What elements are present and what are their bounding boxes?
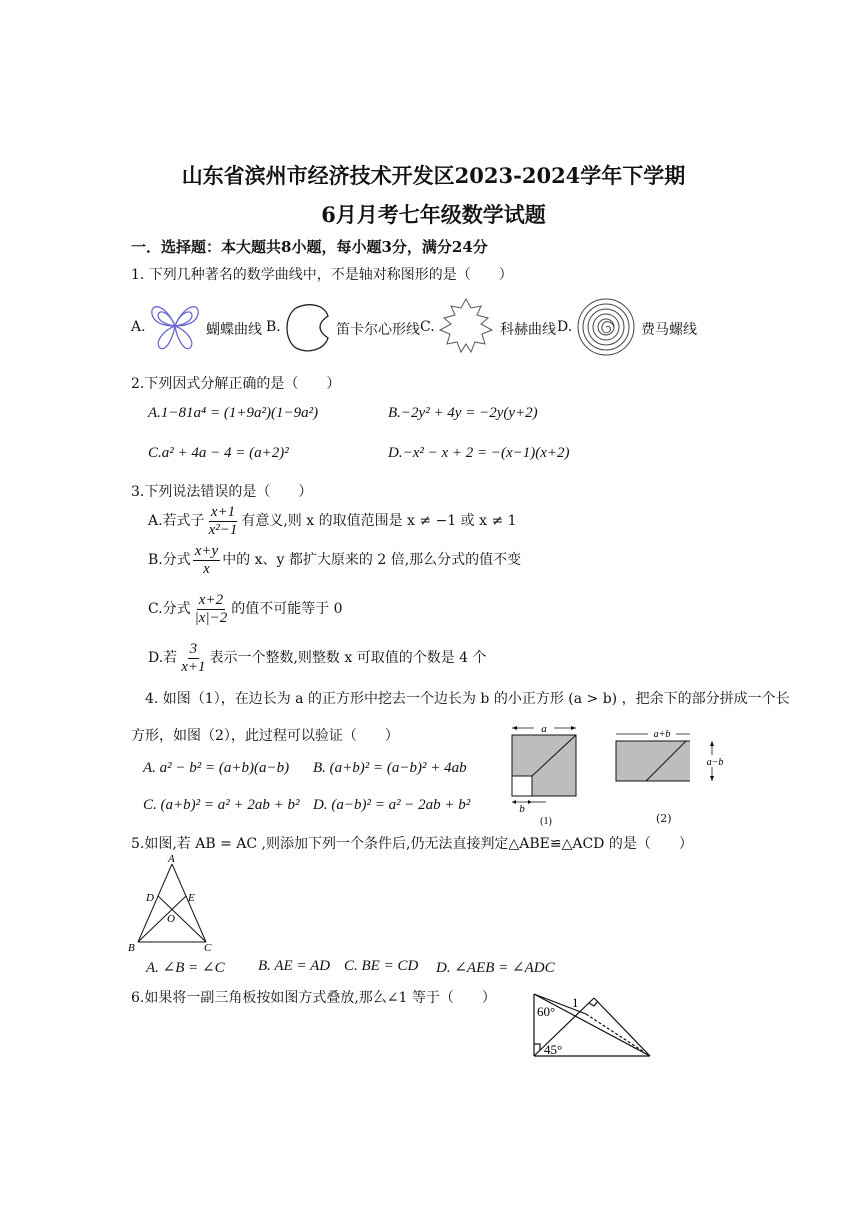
q4-opt-b: B. (a+b)² = (a−b)² + 4ab [313, 760, 467, 776]
exam-title-line1: 山东省滨州市经济技术开发区2023-2024学年下学期 [181, 163, 686, 188]
label-B: B [128, 942, 135, 954]
q3-b-pre: B.分式 [148, 552, 191, 568]
q4-stem-line2: 方形，如图（2），此过程可以验证（ ） [131, 728, 399, 744]
fig1-label-a: a [541, 723, 547, 735]
q3-opt-a [148, 504, 517, 538]
q5-opt-b: B. AE = AD [258, 958, 331, 974]
q3-d-post: 表示一个整数,则整数 x 可取值的个数是 4 个 [209, 650, 487, 666]
fig2-caption: (2) [656, 812, 672, 825]
q3-b-fraction [193, 543, 220, 577]
q2-opt-d: D.−x² − x + 2 = −(x−1)(x+2) [388, 445, 570, 461]
q5-opt-c: C. BE = CD [344, 958, 419, 974]
q4-fig2-side-dimension [700, 735, 730, 785]
q6-stem: 6.如果将一副三角板按如图方式叠放,那么∠1 等于（ ） [131, 990, 496, 1006]
q3-d-pre: D.若 [148, 650, 178, 666]
q1-opt-b-text: 笛卡尔心形线 [336, 322, 420, 338]
q3-opt-c [148, 592, 343, 626]
q3-opt-b [148, 543, 521, 577]
q3-c-num: x+2 [198, 592, 224, 608]
q3-a-pre: A.若式子 [148, 513, 205, 529]
fig1-label-b: b [519, 803, 525, 815]
q3-b-post: 中的 x、y 都扩大原来的 2 倍,那么分式的值不变 [222, 552, 522, 568]
q1-opt-c-letter: C. [420, 319, 435, 335]
fig1-caption: (1) [540, 816, 552, 827]
q1-opt-a-text: 蝴蝶曲线 [206, 322, 262, 338]
q1-opt-a-letter: A. [131, 319, 146, 335]
q3-a-num: x+1 [210, 504, 236, 520]
label-angle-1: 1 [572, 995, 579, 1010]
label-45-degrees: 45° [544, 1042, 563, 1057]
label-60-degrees: 60° [537, 1004, 556, 1019]
label-C: C [204, 942, 212, 954]
q3-d-den: x+1 [181, 658, 206, 675]
exam-title-line2: 6月月考七年级数学试题 [321, 202, 546, 227]
butterfly-curve-figure [146, 300, 204, 352]
q1-opt-c-text: 科赫曲线 [500, 322, 556, 338]
label-D: D [146, 892, 154, 904]
q3-c-den: |x|−2 [194, 609, 228, 626]
section1-heading: 一．选择题：本大题共8小题，每小题3分，满分24分 [131, 238, 488, 256]
q2-opt-b: B.−2y² + 4y = −2y(y+2) [388, 405, 538, 421]
q5-opt-a: A. ∠B = ∠C [146, 960, 225, 976]
q1-opt-d-text: 费马螺线 [641, 322, 697, 338]
q4-figure-2 [616, 728, 690, 781]
label-O: O [167, 913, 175, 925]
q4-figure-1 [512, 722, 576, 827]
q1-opt-d-letter: D. [557, 319, 573, 335]
q4-opt-c: C. (a+b)² = a² + 2ab + b² [143, 797, 300, 813]
q2-stem: 2.下列因式分解正确的是（ ） [131, 376, 341, 392]
q6-set-squares-figure [528, 990, 658, 1060]
q3-b-num: x+y [194, 543, 219, 559]
q3-a-post: 有意义,则 x 的取值范围是 x ≠ −1 或 x ≠ 1 [241, 513, 517, 529]
q4-opt-a: A. a² − b² = (a+b)(a−b) [143, 760, 290, 776]
q5-opt-d: D. ∠AEB = ∠ADC [436, 960, 555, 976]
q3-c-post: 的值不可能等于 0 [231, 601, 343, 617]
q3-a-den: x²−1 [208, 521, 238, 538]
fermat-spiral-figure [576, 297, 636, 357]
q3-c-pre: C.分式 [148, 601, 191, 617]
fig2-label-top: a+b [653, 729, 671, 740]
q5-triangle-figure [126, 850, 222, 956]
q3-d-fraction [179, 641, 207, 675]
label-A: A [168, 853, 175, 865]
q3-opt-d [148, 641, 487, 675]
cardioid-figure [282, 300, 334, 354]
label-E: E [188, 892, 195, 904]
koch-snowflake-figure [436, 296, 496, 358]
fig2-label-side: a−b [706, 757, 724, 768]
q3-a-fraction [207, 504, 240, 538]
q5-stem: 5.如图,若 AB = AC ,则添加下列一个条件后,仍无法直接判定△ABE≌△ACD 的是（ ） [131, 836, 693, 852]
q3-b-den: x [203, 560, 210, 577]
q2-opt-a: A.1−81a⁴ = (1+9a²)(1−9a²) [148, 405, 319, 421]
q3-stem: 3.下列说法错误的是（ ） [131, 484, 313, 500]
q4-opt-d: D. (a−b)² = a² − 2ab + b² [313, 797, 471, 813]
q1-opt-b-letter: B. [266, 319, 281, 335]
q3-c-fraction [193, 592, 230, 626]
q1-stem: 1. 下列几种著名的数学曲线中，不是轴对称图形的是（ ） [131, 267, 513, 283]
q4-stem-line1: 4. 如图（1），在边长为 a 的正方形中挖去一个边长为 b 的小正方形 (a > b) ，把余下的部分拼成一个长 [145, 691, 790, 707]
q3-d-num: 3 [189, 641, 198, 657]
q2-opt-c: C.a² + 4a − 4 = (a+2)² [148, 445, 289, 461]
